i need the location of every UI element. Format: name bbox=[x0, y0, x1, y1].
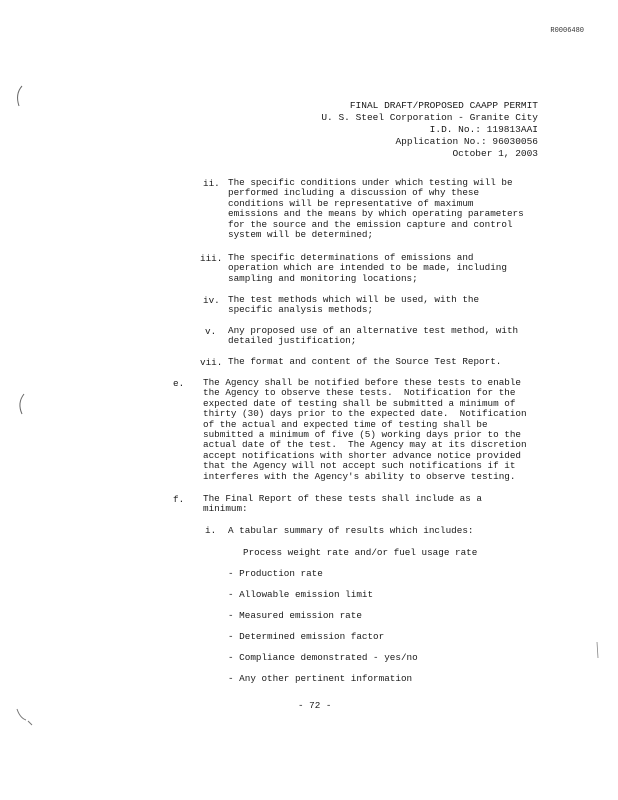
text-line: minimum: bbox=[203, 503, 248, 515]
list-item: - Production rate bbox=[228, 568, 323, 579]
item-text bbox=[228, 178, 524, 240]
text-line: that the Agency will not accept such notifications if it bbox=[203, 460, 516, 472]
header-title: FINAL DRAFT/PROPOSED CAAPP PERMIT bbox=[349, 100, 538, 111]
text-line: detailed justification; bbox=[228, 335, 357, 347]
header-date: October 1, 2003 bbox=[452, 148, 538, 159]
text-line: actual date of the test. The Agency may at its discretion bbox=[203, 439, 527, 451]
text-line: The format and content of the Source Test Report. bbox=[228, 356, 502, 367]
subitem-marker: i. bbox=[205, 525, 217, 536]
text-line: thirty (30) days prior to the expected date. Notification bbox=[203, 408, 527, 420]
scan-mark-icon bbox=[14, 392, 28, 416]
text-line: sampling and monitoring locations; bbox=[228, 272, 418, 284]
text-line: expected date of testing shall be submitted a minimum of bbox=[203, 397, 516, 409]
item-marker: iii. bbox=[200, 253, 223, 264]
item-text bbox=[228, 326, 518, 347]
scan-mark-icon bbox=[12, 84, 26, 108]
subitem-text: A tabular summary of results which includes: bbox=[228, 525, 474, 536]
text-line: accept notifications with shorter advance notice provided bbox=[203, 449, 522, 461]
permit-header bbox=[321, 100, 538, 160]
paragraph-marker: e. bbox=[173, 378, 185, 389]
text-line: The Final Report of these tests shall include as a bbox=[203, 493, 482, 504]
list-item: - Determined emission factor bbox=[228, 631, 385, 642]
page-number: - 72 - bbox=[298, 700, 332, 711]
text-line: for the source and the emission capture and control bbox=[228, 218, 513, 230]
item-marker: v. bbox=[205, 326, 217, 337]
item-marker: vii. bbox=[200, 357, 223, 368]
text-line: conditions will be representative of maximum bbox=[228, 197, 474, 209]
paragraph-marker: f. bbox=[173, 494, 185, 505]
paragraph-f-text bbox=[203, 494, 482, 515]
item-text bbox=[228, 253, 507, 284]
text-line: operation which are intended to be made, including bbox=[228, 262, 507, 274]
list-item: - Allowable emission limit bbox=[228, 589, 374, 600]
text-line: interferes with the Agency's ability to observe testing. bbox=[203, 470, 516, 482]
text-line: submitted a minimum of five (5) working days prior to the bbox=[203, 429, 522, 441]
text-line: The Agency shall be notified before these tests to enable bbox=[203, 377, 522, 388]
item-marker: ii. bbox=[203, 178, 220, 189]
item-text bbox=[228, 295, 479, 316]
item-text bbox=[228, 357, 501, 367]
text-line: of the actual and expected time of testing shall be bbox=[203, 418, 488, 430]
text-line: system will be determined; bbox=[228, 229, 374, 241]
text-line: The specific conditions under which testing will be bbox=[228, 177, 513, 188]
text-line: The specific determinations of emissions and bbox=[228, 252, 474, 263]
summary-heading: Process weight rate and/or fuel usage rate bbox=[243, 547, 478, 558]
text-line: the Agency to observe these tests. Notification for the bbox=[203, 387, 516, 399]
paragraph-e-text bbox=[203, 378, 527, 482]
text-line: emissions and the means by which operating parameters bbox=[228, 208, 524, 220]
list-item: - Any other pertinent information bbox=[228, 673, 413, 684]
text-line: The test methods which will be used, with the bbox=[228, 294, 480, 305]
text-line: specific analysis methods; bbox=[228, 304, 374, 316]
header-id-number: I.D. No.: 119813AAI bbox=[429, 124, 538, 135]
header-company: U. S. Steel Corporation - Granite City bbox=[321, 112, 538, 123]
text-line: Any proposed use of an alternative test method, with bbox=[228, 325, 519, 336]
text-line: performed including a discussion of why these bbox=[228, 187, 480, 199]
document-id: R0006480 bbox=[550, 27, 584, 35]
header-application-number: Application No.: 96030056 bbox=[395, 136, 538, 147]
scan-mark-icon bbox=[592, 640, 602, 660]
scan-mark-icon bbox=[14, 706, 38, 728]
list-item: - Measured emission rate bbox=[228, 610, 362, 621]
list-item: - Compliance demonstrated - yes/no bbox=[228, 652, 418, 663]
item-marker: iv. bbox=[203, 295, 220, 306]
